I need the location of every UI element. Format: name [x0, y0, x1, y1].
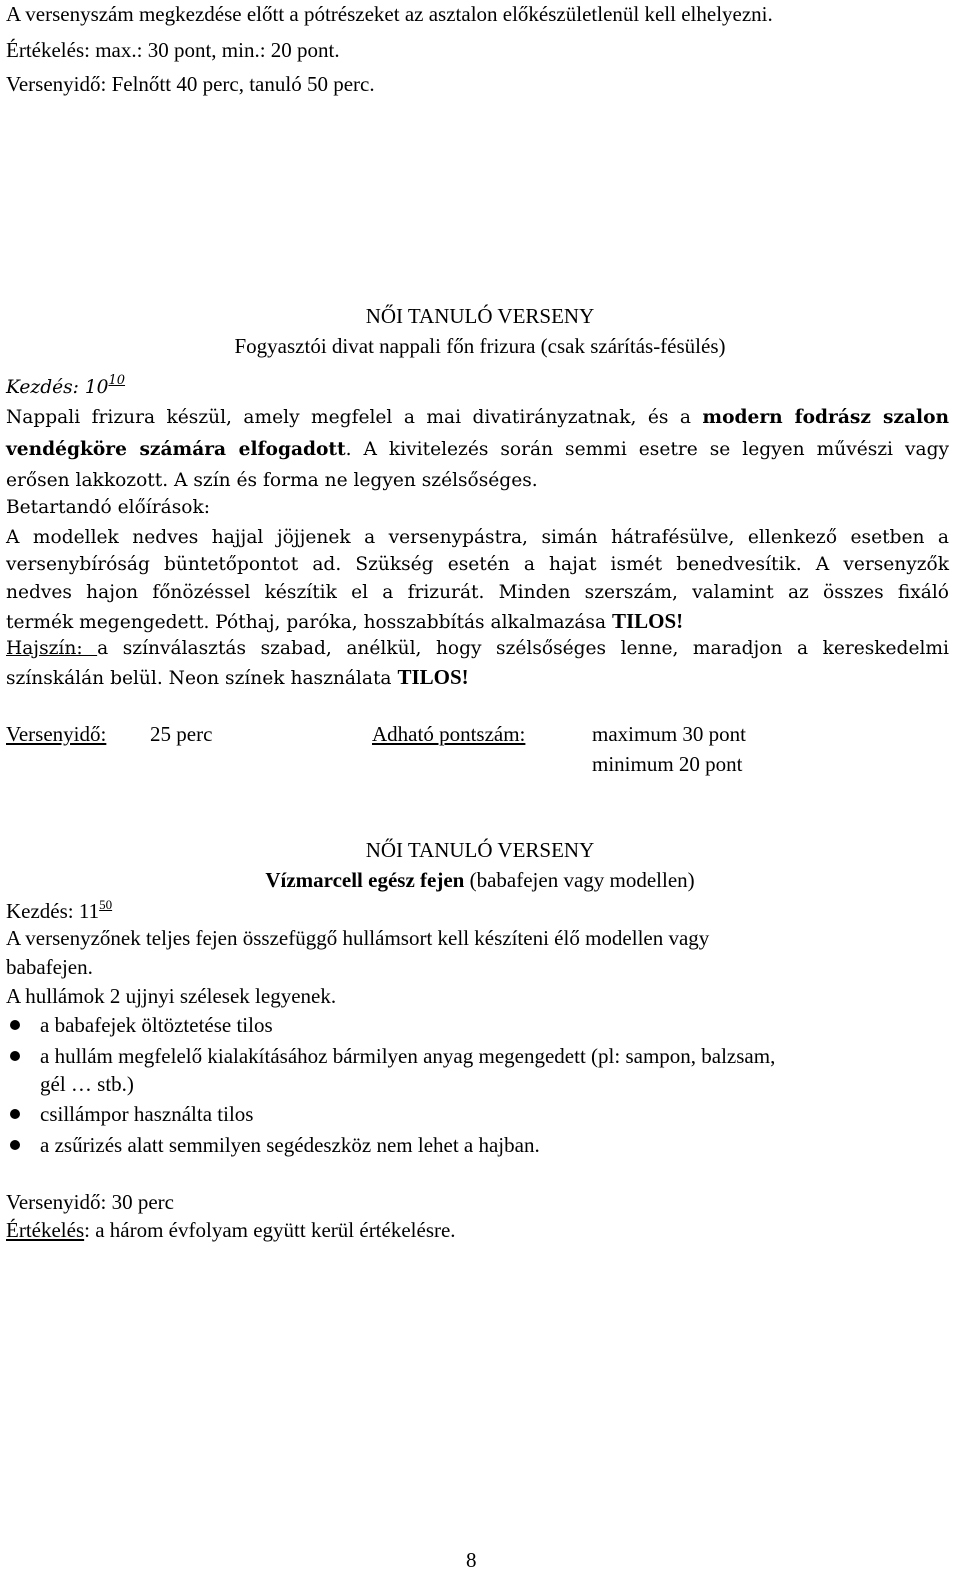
section2-time: Versenyidő: 30 perc [6, 1190, 174, 1214]
rules-line-3: nedves hajon főnözéssel készítik el a frizurát. Minden szerszám, valamint az összes fixáló [6, 582, 949, 603]
section1-paragraph-line-1: Nappali frizura készül, amely megfelel a mai divatirányzatnak, és a modern fodrász szalon [6, 407, 950, 428]
points-max: maximum 30 pont [592, 722, 746, 746]
bullet-icon [10, 1051, 20, 1061]
bullet-item-4: a zsűrizés alatt semmilyen segédeszköz nem lehet a hajban. [40, 1133, 540, 1157]
bullet-icon [10, 1020, 20, 1030]
bullet-icon [10, 1140, 20, 1150]
section1-paragraph-line-3: erősen lakkozott. A szín és forma ne legyen szélsőséges. [6, 470, 538, 491]
points-min: minimum 20 pont [592, 752, 743, 776]
section2-subtitle: Vízmarcell egész fejen (babafejen vagy modellen) [265, 868, 695, 892]
rules-label: Betartandó előírások: [6, 497, 210, 518]
hair-color-line-1: Hajszín: a színválasztás szabad, anélkül, hogy szélsőséges lenne, maradjon a kereskedelmi [6, 638, 949, 659]
section1-paragraph-line-2: vendégköre számára elfogadott. A kivitelezés során semmi esetre se legyen művészi vagy [6, 439, 949, 460]
section1-start-time: Kezdés: $10^{10}$ [6, 373, 126, 398]
bullet-item-2-continued: gél … stb.) [40, 1072, 134, 1096]
section2-paragraph-line-2: babafejen. [6, 955, 93, 979]
rules-line-1: A modellek nedves hajjal jöjjenek a versenypástra, simán hátrafésülve, ellenkező esetben a [6, 527, 949, 548]
section2-paragraph-line-1: A versenyzőnek teljes fejen összefüggő hullámsort kell készíteni élő modellen vagy [6, 926, 710, 950]
intro-line-1: A versenyszám megkezdése előtt a pótrészeket az asztalon előkészületlenül kell elhelyezni. [6, 2, 773, 26]
section2-paragraph-line-3: A hullámok 2 ujjnyi szélesek legyenek. [6, 984, 337, 1008]
page-number: 8 [466, 1548, 477, 1572]
section1-subtitle: Fogyasztói divat nappali főn frizura (csak szárítás-fésülés) [234, 334, 726, 358]
section1-title: NŐI TANULÓ VERSENY [365, 304, 595, 328]
bullet-item-2: a hullám megfelelő kialakításához bármilyen anyag megengedett (pl: sampon, balzsam, [40, 1044, 776, 1068]
rules-line-4: termék megengedett. Póthaj, paróka, hosszabbítás alkalmazása TILOS! [6, 609, 684, 633]
intro-line-2: Értékelés: max.: 30 pont, min.: 20 pont. [6, 38, 340, 62]
bullet-item-3: csillámpor használta tilos [40, 1102, 254, 1126]
section2-start-time: Kezdés: $11^{50}$ [6, 897, 113, 923]
hair-color-line-2: színskálán belül. Neon színek használata TILOS! [6, 665, 469, 689]
section1-time-label: Versenyidő: [6, 722, 107, 746]
intro-line-3: Versenyidő: Felnőtt 40 perc, tanuló 50 perc. [6, 72, 375, 96]
rules-line-2: versenybíróság büntetőpontot ad. Szükség esetén a hajat ismét benedvesítik. A versenyzők [6, 554, 949, 575]
section1-time-value: 25 perc [150, 722, 213, 746]
section2-evaluation: Értékelés: a három évfolyam együtt kerül értékelésre. [6, 1218, 456, 1242]
bullet-item-1: a babafejek öltöztetése tilos [40, 1013, 273, 1037]
section2-title: NŐI TANULÓ VERSENY [365, 838, 595, 862]
points-label: Adható pontszám: [372, 722, 526, 746]
bullet-icon [10, 1109, 20, 1119]
